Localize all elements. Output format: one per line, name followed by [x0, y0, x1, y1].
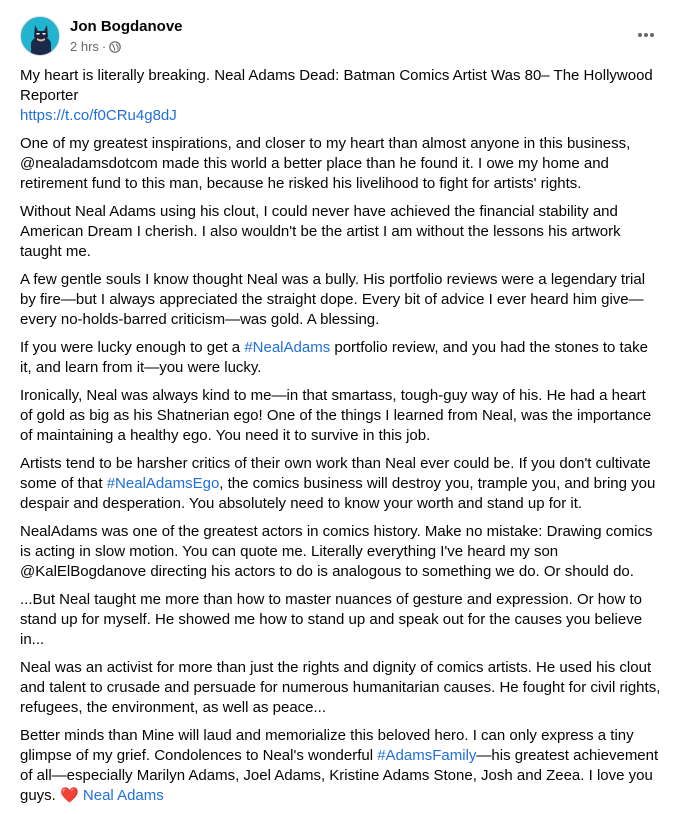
- hashtag-link[interactable]: #NealAdamsEgo: [106, 475, 220, 492]
- post-meta: [70, 39, 121, 54]
- post-paragraph: [20, 726, 662, 806]
- batman-avatar-icon: [21, 17, 60, 56]
- post-text: portfolio review, and you had the stones to take it, and learn from it—you were lucky.: [20, 339, 648, 376]
- heart-emoji-icon: ❤️: [60, 787, 79, 804]
- post-paragraph: [20, 134, 662, 194]
- meta-separator: ·: [101, 39, 107, 54]
- post-text: If you were lucky enough to get a: [20, 339, 245, 356]
- post-body: [20, 66, 662, 814]
- post-paragraph: [20, 658, 662, 718]
- post-text: ...But Neal taught me more than how to master nuances of gesture and expression. Or how to stand up for myself. He showed me how to stand up and speak out for the causes you believe in...: [20, 591, 643, 648]
- post-paragraph: [20, 590, 662, 650]
- globe-icon[interactable]: [109, 41, 121, 53]
- post-paragraph: [20, 454, 662, 514]
- more-options-button[interactable]: [631, 20, 661, 50]
- post-text: Neal was an activist for more than just the rights and dignity of comics artists. He used his clout and talent to crusade and persuade for numerous humanitarian causes. He fought for civil rights, refugees, the environment, as well as peace...: [20, 659, 661, 716]
- post-text: —his greatest achievement of all—especially Marilyn Adams, Joel Adams, Kristine Adams Stone, Josh and Zeea. I love you guys.: [20, 747, 659, 804]
- post-text: , the comics business will destroy you, trample you, and bring you despair and desperation. You absolutely need to know your worth and stand up for it.: [20, 475, 656, 512]
- post-paragraph: [20, 270, 662, 330]
- post-text: My heart is literally breaking. Neal Adams Dead: Batman Comics Artist Was 80– The Hollywood Reporter: [20, 67, 653, 104]
- post-text: NealAdams was one of the greatest actors in comics history. Make no mistake: Drawing comics is acting in slow motion. You can quote me. Literally everything I've heard my son @KalElBogdanove directing his actors to do is analogous to something we do. Or should do.: [20, 523, 653, 580]
- post-paragraph: [20, 66, 662, 126]
- avatar[interactable]: [20, 16, 60, 56]
- post-paragraph: [20, 338, 662, 378]
- post-header: [20, 16, 665, 58]
- post-time[interactable]: 2 hrs: [70, 39, 99, 54]
- post-text: Better minds than Mine will laud and memorialize this beloved hero. I can only express a tiny glimpse of my grief. Condolences to Neal's wonderful: [20, 727, 634, 764]
- post-link[interactable]: https://t.co/f0CRu4g8dJ: [20, 107, 177, 124]
- post-text: One of my greatest inspirations, and closer to my heart than almost anyone in this business, @nealadamsdotcom made this world a better place than he found it. I owe my home and retirement fund to this man, because he risked his livelihood to fight for artists' rights.: [20, 135, 631, 192]
- post-text: Artists tend to be harsher critics of their own work than Neal ever could be. If you don't cultivate some of that: [20, 455, 651, 492]
- post-paragraph: [20, 522, 662, 582]
- author-name[interactable]: Jon Bogdanove: [70, 18, 183, 35]
- post-text: Without Neal Adams using his clout, I could never have achieved the financial stability and American Dream I cherish. I also wouldn't be the artist I am without the lessons his artwork taught me.: [20, 203, 621, 260]
- hashtag-link[interactable]: #NealAdams: [244, 339, 331, 356]
- hashtag-link[interactable]: #AdamsFamily: [377, 747, 477, 764]
- post-paragraph: [20, 202, 662, 262]
- more-horizontal-icon: [636, 32, 656, 38]
- post-paragraph: [20, 386, 662, 446]
- post-text: Ironically, Neal was always kind to me—in that smartass, tough-guy way of his. He had a heart of gold as big as his Shatnerian ego! One of the things I learned from Neal, was the importance of maintaining a healthy ego. You need it to survive in this job.: [20, 387, 652, 444]
- mention-link[interactable]: Neal Adams: [82, 787, 164, 804]
- post-text: A few gentle souls I know thought Neal was a bully. His portfolio reviews were a legendary trial by fire—but I always appreciated the straight dope. Every bit of advice I ever heard him give—every no-holds-barred criticism—was gold. A blessing.: [20, 271, 646, 328]
